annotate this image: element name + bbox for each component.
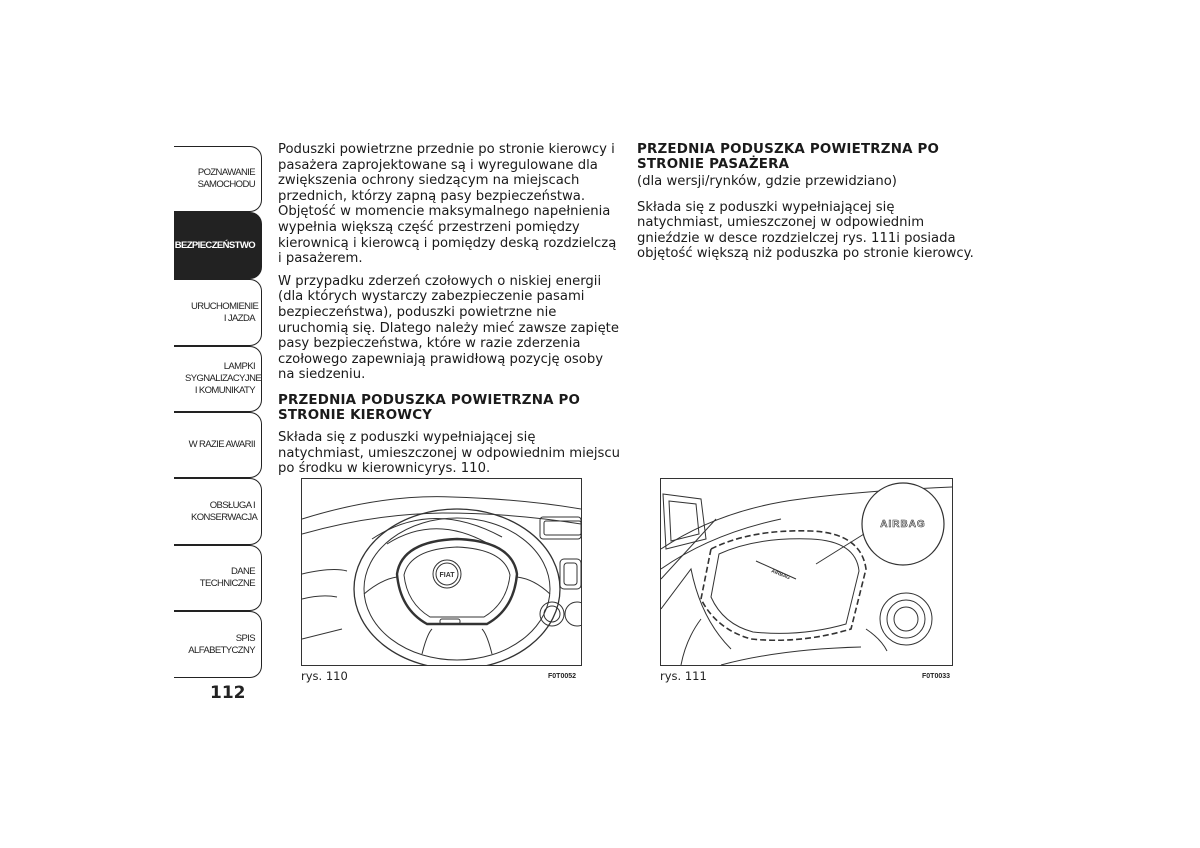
passenger-airbag-subtitle: (dla wersji/rynków, gdzie przewidziano) [637,174,897,189]
driver-airbag-heading: PRZEDNIA PODUSZKA POWIETRZNA PO STRONIE KIEROWCY [278,392,581,423]
driver-airbag-paragraph: Składa się z poduszki wypełniającej się natychmiast, umieszczonej w odpowiednim miejscu po środku w kierownicyrys. 110. [278,429,620,477]
airbag-panel-label: AIRBAG [770,568,791,582]
tab-obsluga-i-konserwacja[interactable]: OBSŁUGA I KONSERWACJA [174,478,262,545]
right-column [637,142,977,269]
low-energy-paragraph: W przypadku zderzeń czołowych o niskiej energii (dla których wystarczy zabezpieczenie pasami bezpieczeństwa), poduszki powietrzne nie uruchomią się. Dlatego należy mieć zawsze zapięte pasy bezpieczeństwa, które w razie zderzenia czołowego zapewniają prawidłową pozycję osoby na siedzeniu. [278,273,619,383]
passenger-airbag-drawing [661,479,952,665]
tab-poznawanie-samochodu[interactable]: POZNAWANIE SAMOCHODU [174,146,262,212]
tab-w-razie-awarii[interactable]: W RAZIE AWARII [174,412,262,478]
passenger-airbag-illustration [660,478,953,666]
tab-spis-alfabetyczny[interactable]: SPIS ALFABETYCZNY [174,611,262,678]
intro-paragraph: Poduszki powietrzne przednie po stronie kierowcy i pasażera zaprojektowane są i wyregulowane dla zwiększenia ochrony siedzącym na miejscach przednich, którzy zapną pasy bezpieczeństwa. Objętość w momencie maksymalnego napełnienia wypełnia większą część przestrzeni pomiędzy kierownicą i kierowcą i pomiędzy deską rozdzielczą i pasażerem. [278,142,617,267]
fig111-caption: rys. 111 [660,669,707,683]
airbag-zoom-label: AIRBAG [880,519,926,530]
steering-wheel-drawing [302,479,581,665]
steering-wheel-illustration [301,478,582,666]
fiat-logo: FIAT [439,572,455,579]
fig111-code: F0T0033 [922,673,951,680]
fig110-caption: rys. 110 [301,669,348,683]
passenger-airbag-heading: PRZEDNIA PODUSZKA POWIETRZNA PO STRONIE PASAŻERA [637,142,940,172]
tab-uruchomienie-i-jazda[interactable]: URUCHOMIENIE I JAZDA [174,279,262,346]
tab-lampki-sygnalizacyjne[interactable]: LAMPKI SYGNALIZACYJNE I KOMUNIKATY [174,346,262,412]
passenger-airbag-paragraph: Składa się z poduszki wypełniającej się natychmiast, umieszczonej w odpowiednim gnieździe w desce rozdzielczej rys. 111i posiada objętość większą niż poduszka po stronie kierowcy. [637,199,974,262]
tab-bezpieczenstwo[interactable]: BEZPIECZEŃSTWO [174,212,262,279]
fig110-code: F0T0052 [548,673,577,680]
page-number: 112 [210,683,246,703]
tab-dane-techniczne[interactable]: DANE TECHNICZNE [174,545,262,611]
left-column [278,142,623,484]
